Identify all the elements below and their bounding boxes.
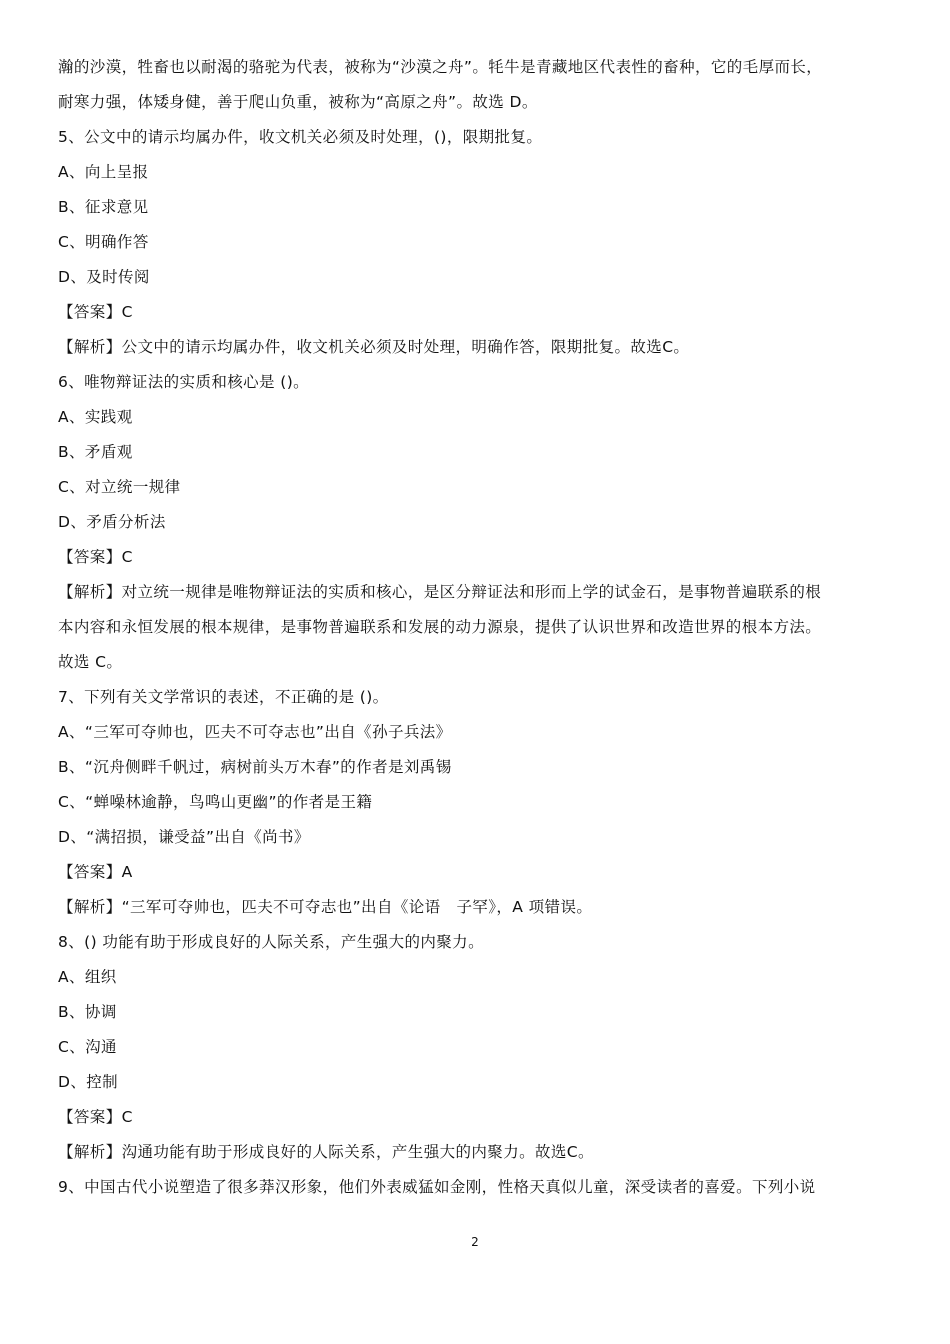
explanation: 【解析】公文中的请示均属办件，收文机关必须及时处理，明确作答，限期批复。故选C。 [58,338,690,356]
question-9: 9、中国古代小说塑造了很多莽汉形象，他们外表威猛如金刚，性格天真似儿童，深受读者的喜爱。下列小说 [58,1178,816,1196]
option-c: C、“蝉噪林逾静，鸟鸣山更幽”的作者是王籍 [58,793,373,811]
explanation: 【解析】沟通功能有助于形成良好的人际关系，产生强大的内聚力。故选C。 [58,1143,594,1161]
answer: 【答案】C [58,548,133,566]
option-b: B、协调 [58,1003,117,1021]
answer: 【答案】C [58,303,133,321]
option-c: C、沟通 [58,1038,117,1056]
question-5: 5、公文中的请示均属办件，收文机关必须及时处理，()，限期批复。 [58,128,543,146]
question-6: 6、唯物辩证法的实质和核心是 ()。 [58,373,310,391]
option-b: B、征求意见 [58,198,149,216]
option-a: A、“三军可夺帅也，匹夫不可夺志也”出自《孙子兵法》 [58,723,452,741]
explanation-continued: 故选 C。 [58,653,123,671]
answer: 【答案】C [58,1108,133,1126]
page-number: 2 [471,1235,479,1249]
explanation: 【解析】“三军可夺帅也，匹夫不可夺志也”出自《论语 子罕》，A 项错误。 [58,898,593,916]
option-d: D、控制 [58,1073,119,1091]
option-a: A、向上呈报 [58,163,149,181]
explanation-continued: 本内容和永恒发展的根本规律，是事物普遍联系和发展的动力源泉，提供了认识世界和改造世界的根本方法。 [58,618,822,636]
option-a: A、实践观 [58,408,133,426]
text-line: 耐寒力强，体矮身健，善于爬山负重，被称为“高原之舟”。故选 D。 [58,93,538,111]
option-d: D、矛盾分析法 [58,513,166,531]
option-b: B、矛盾观 [58,443,133,461]
document-body [58,50,898,1205]
option-c: C、明确作答 [58,233,149,251]
option-b: B、“沉舟侧畔千帆过，病树前头万木春”的作者是刘禹锡 [58,758,452,776]
question-8: 8、() 功能有助于形成良好的人际关系，产生强大的内聚力。 [58,933,484,951]
explanation: 【解析】对立统一规律是唯物辩证法的实质和核心，是区分辩证法和形而上学的试金石，是事物普遍联系的根 [58,583,822,601]
text-line: 瀚的沙漠，牲畜也以耐渴的骆驼为代表，被称为“沙漠之舟”。牦牛是青藏地区代表性的畜种，它的毛厚而长， [58,58,823,76]
option-d: D、及时传阅 [58,268,150,286]
option-c: C、对立统一规律 [58,478,181,496]
option-d: D、“满招损，谦受益”出自《尚书》 [58,828,310,846]
question-7: 7、下列有关文学常识的表述，不正确的是 ()。 [58,688,389,706]
option-a: A、组织 [58,968,117,986]
answer: 【答案】A [58,863,133,881]
